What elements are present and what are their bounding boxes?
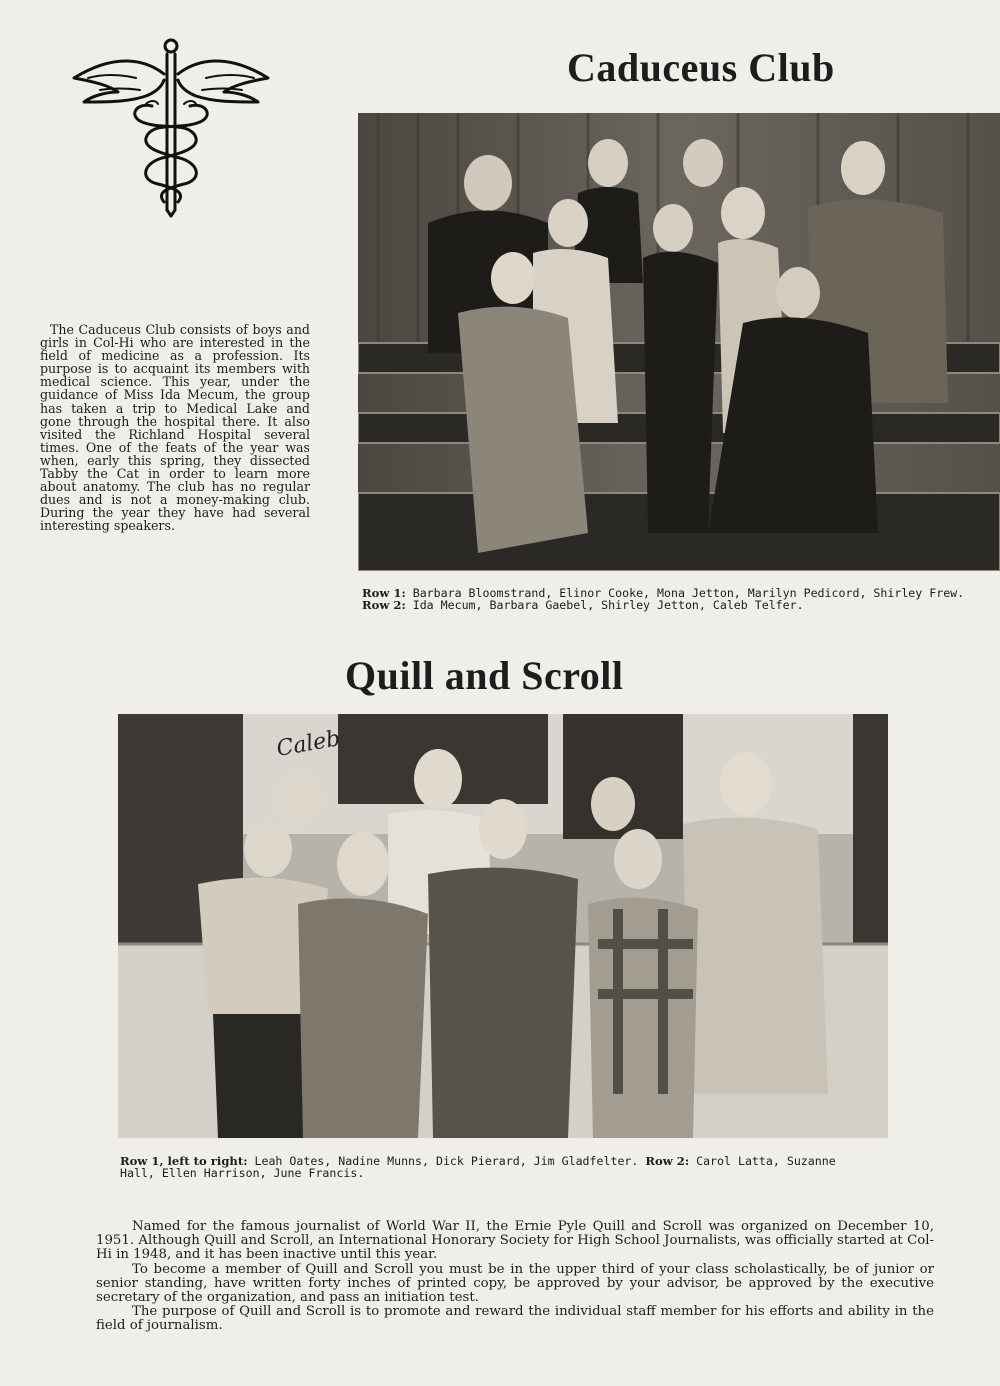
caption-row2-label: Row 2: xyxy=(362,598,406,613)
quill-group-photo xyxy=(118,714,888,1138)
handwritten-caleb: Caleb xyxy=(274,726,343,762)
caption-row1-names: Leah Oates, Nadine Munns, Dick Pierard, Jim Gladfelter. xyxy=(254,1154,639,1168)
caption-row2-names: Carol Latta, Suzanne Hall, Ellen Harrison, June Francis. xyxy=(120,1154,836,1181)
caption-row2-label: Row 2: xyxy=(645,1154,690,1168)
caduceus-photo-caption xyxy=(362,587,994,612)
quill-and-scroll-title: Quill and Scroll xyxy=(345,653,624,698)
paragraph: The purpose of Quill and Scroll is to promote and reward the individual staff member for his efforts and ability in the field of journalism. xyxy=(96,1304,934,1334)
caduceus-emblem-icon xyxy=(66,30,276,220)
paragraph: To become a member of Quill and Scroll you must be in the upper third of your class scholastically, be of junior or senior standing, have written forty inches of printed copy, be approved by your advisor, be approved by the executive secretary of the organization, and pass an initiation test. xyxy=(96,1261,934,1306)
caption-row1-label: Row 1, left to right: xyxy=(120,1154,248,1168)
caption-row1-label: Row 1: xyxy=(362,586,406,600)
paragraph: Named for the famous journalist of World War II, the Ernie Pyle Quill and Scroll was organized on December 10, 1951. Although Quill and Scroll, an International Honorary Society for High School Journalists, was officially started at Col-Hi in 1948, and it has been inactive until this year. xyxy=(96,1219,934,1263)
caption-row2-names: Ida Mecum, Barbara Gaebel, Shirley Jetton, Caleb Telfer. xyxy=(412,598,804,613)
caption-row1-names: Barbara Bloomstrand, Elinor Cooke, Mona Jetton, Marilyn Pedicord, Shirley Frew. xyxy=(412,586,965,600)
quill-photo-caption xyxy=(120,1155,840,1180)
caduceus-club-title: Caduceus Club xyxy=(567,45,835,90)
quill-description xyxy=(96,1220,934,1334)
caduceus-description: The Caduceus Club consists of boys and girls in Col-Hi who are interested in the field of medicine as a profession. Its purpose is to acquaint its members with medical science. This year, under the guidance of Miss Ida Mecum, the group has taken a trip to Medical Lake and gone through the hospital there. It also visited the Richland Hospital several times. One of the feats of the year was when, early this spring, they dissected Tabby the Cat in order to learn more about anatomy. The club has no regular dues and is not a money-making club. During the year they have had several interesting speakers. xyxy=(40,322,310,534)
caduceus-group-photo xyxy=(358,113,1000,571)
